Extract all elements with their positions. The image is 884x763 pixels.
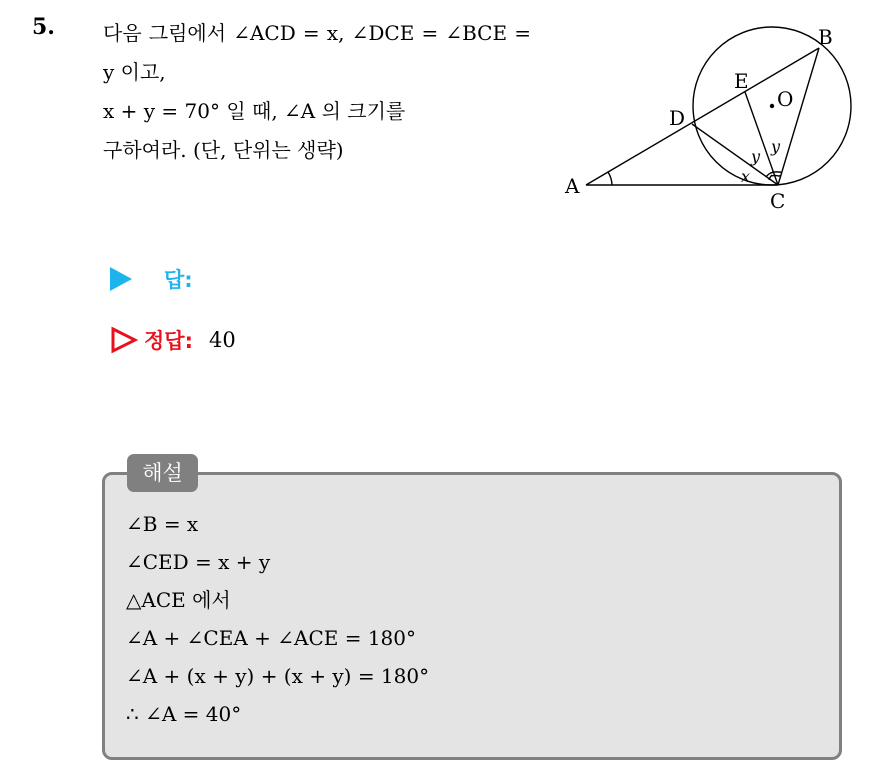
solution-line-3: △ACE 에서 — [126, 588, 231, 612]
question-line-2: x + y = 70° 일 때, ∠A 의 크기를 — [103, 99, 406, 123]
solution-line-5: ∠A + (x + y) + (x + y) = 180° — [126, 664, 430, 688]
solution-tag: 해설 — [127, 454, 198, 492]
label-d: D — [669, 106, 686, 130]
label-b: B — [818, 25, 833, 49]
question-number: 5. — [32, 14, 55, 40]
center-point — [770, 104, 774, 108]
solution-line-2: ∠CED = x + y — [126, 550, 271, 574]
label-y-2: y — [771, 137, 781, 156]
label-c: C — [770, 189, 786, 213]
correct-answer-label: 정답: — [144, 329, 193, 353]
answer-label: 답: — [164, 268, 193, 292]
solution-line-4: ∠A + ∠CEA + ∠ACE = 180° — [126, 626, 416, 650]
label-x: x — [741, 167, 751, 186]
solution-lines — [126, 505, 429, 733]
solution-line-6: ∴ ∠A = 40° — [126, 702, 242, 726]
label-y-1: y — [751, 147, 761, 166]
question-line-3: 구하여라. (단, 단위는 생략) — [103, 138, 344, 162]
question-text — [103, 14, 531, 170]
correct-answer-row — [110, 325, 236, 355]
correct-answer-value: 40 — [208, 328, 236, 352]
question-line-1: 다음 그림에서 ∠ACD = x, ∠DCE = ∠BCE = y 이고, — [103, 21, 531, 84]
label-a: A — [565, 174, 580, 198]
label-o: O — [777, 87, 794, 111]
outline-triangle-icon — [110, 326, 138, 354]
play-triangle-icon — [110, 267, 132, 291]
answer-row — [110, 264, 193, 294]
angle-a-arc — [608, 172, 612, 185]
solution-line-1: ∠B = x — [126, 512, 199, 536]
geometry-figure — [560, 18, 860, 218]
label-e: E — [734, 69, 749, 93]
